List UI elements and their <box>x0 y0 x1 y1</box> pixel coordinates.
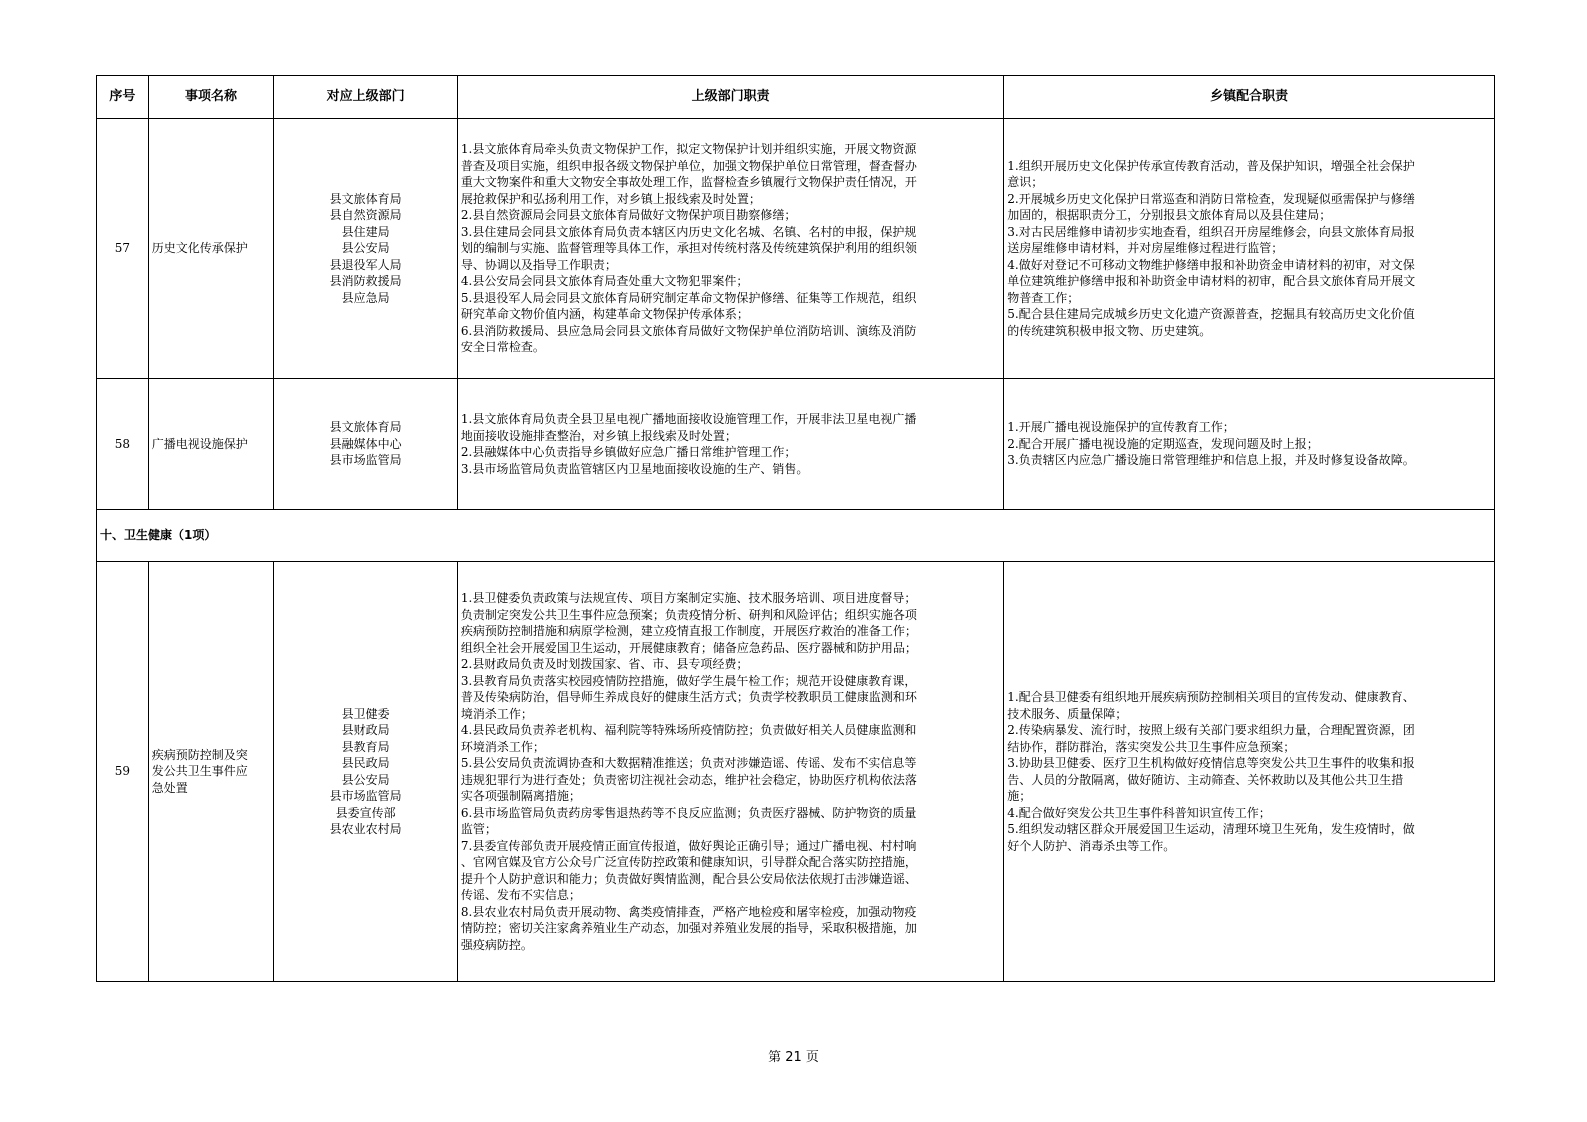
text-line: 4.县民政局负责养老机构、福利院等特殊场所疫情防控；负责做好相关人员健康监测和 <box>460 723 917 737</box>
text-line: 导、协调以及指导工作职责； <box>460 257 617 272</box>
text-line: 重大文物案件和重大文物安全事故处理工作，监督检查乡镇履行文物保护责任情况，开 <box>460 175 917 190</box>
text-line: 负责制定突发公共卫生事件应急预案；负责疫情分析、研判和风险评估；组织实施各项 <box>460 607 917 622</box>
text-line: 县自然资源局 <box>329 208 402 223</box>
text-line: 3.县住建局会同县文旅体育局负责本辖区内历史文化名城、名镇、名村的申报，保护规 <box>460 224 917 239</box>
text-line: 县公安局 <box>341 241 390 256</box>
text-line: 情防控；密切关注家禽养殖业生产动态，加强对养殖业发展的指导，采取积极措施，加 <box>460 921 917 935</box>
text-line: 1.县卫健委负责政策与法规宣传、项目方案制定实施、技术服务培训、项目进度督导； <box>460 591 917 605</box>
text-line: 县消防救援局 <box>329 274 402 289</box>
text-line: 县应急局 <box>341 290 390 305</box>
text-line: 5.组织发动辖区群众开展爱国卫生运动，清理环境卫生死角，发生疫情时，做 <box>1007 822 1415 836</box>
text-line: 1.组织开展历史文化保护传承宣传教育活动，普及保护知识，增强全社会保护 <box>1007 158 1415 173</box>
text-line: 安全日常检查。 <box>460 340 545 355</box>
row-number: 59 <box>97 562 149 982</box>
text-line: 5.县退役军人局会同县文旅体育局研究制定革命文物保护修缮、征集等工作规范，组织 <box>460 290 917 305</box>
text-line: 1.配合县卫健委有组织地开展疾病预防控制相关项目的宣传发动、健康教育、 <box>1007 690 1415 704</box>
text-line: 历史文化传承保护 <box>151 241 248 256</box>
town-duty <box>1004 379 1495 510</box>
text-line: 8.县农业农村局负责开展动物、禽类疫情排查，严格产地检疫和屠宰检疫，加强动物疫 <box>460 904 917 919</box>
text-line: 4.县公安局会同县文旅体育局查处重大文物犯罪案件； <box>460 274 749 289</box>
text-line: 的传统建筑积极申报文物、历史建筑。 <box>1007 323 1212 338</box>
header-town-duty: 乡镇配合职责 <box>1004 76 1495 119</box>
text-line: 违规犯罪行为进行查处；负责密切注视社会动态，维护社会稳定，协助医疗机构依法落 <box>460 772 917 787</box>
text-line: 好个人防护、消毒杀虫等工作。 <box>1007 838 1176 853</box>
section-title: 十、卫生健康（1项） <box>97 510 1495 562</box>
text-line: 广播电视设施保护 <box>151 436 248 451</box>
text-line: 3.对古民居维修申请初步实地查看，组织召开房屋维修会，向县文旅体育局报 <box>1007 224 1415 239</box>
text-line: 5.配合县住建局完成城乡历史文化遗产资源普查，挖掘具有较高历史文化价值 <box>1007 307 1415 322</box>
text-line: 3.负责辖区内应急广播设施日常管理维护和信息上报，并及时修复设备故障。 <box>1007 453 1415 468</box>
text-line: 加固的，根据职责分工，分别报县文旅体育局以及县住建局； <box>1007 208 1332 223</box>
text-line: 县委宣传部 <box>335 805 396 820</box>
text-line: 组织全社会开展爱国卫生运动，开展健康教育；储备应急药品、医疗器械和防护用品； <box>460 640 917 655</box>
text-line: 3.协助县卫健委、医疗卫生机构做好疫情信息等突发公共卫生事件的收集和报 <box>1007 756 1415 770</box>
text-line: 单位建筑维护修缮申报和补助资金申请材料的初审，配合县文旅体育局开展文 <box>1007 274 1416 289</box>
text-line: 意识； <box>1007 175 1044 190</box>
text-line: 县退役军人局 <box>329 257 402 272</box>
row-number: 57 <box>97 119 149 379</box>
town-duty <box>1004 119 1495 379</box>
table-row <box>97 379 1495 510</box>
text-line: 1.县文旅体育局牵头负责文物保护工作，拟定文物保护计划并组织实施，开展文物资源 <box>460 142 917 157</box>
text-line: 县市场监管局 <box>329 453 402 468</box>
text-line: 研究革命文物价值内涵，构建革命文物保护传承体系； <box>460 307 749 322</box>
text-line: 2.县财政局负责及时划拨国家、省、市、县专项经费； <box>460 657 749 671</box>
text-line: 传谣、发布不实信息； <box>460 888 581 902</box>
text-line: 送房屋维修申请材料，并对房屋维修过程进行监管； <box>1007 241 1284 256</box>
item-name <box>148 379 274 510</box>
text-line: 县公安局 <box>341 772 390 787</box>
text-line: 境消杀工作； <box>460 706 533 721</box>
text-line: 2.配合开展广播电视设施的定期巡查，发现问题及时上报； <box>1007 436 1319 451</box>
text-line: 急处置 <box>151 780 188 795</box>
header-upper-duty: 上级部门职责 <box>457 76 1003 119</box>
text-line: 2.传染病暴发、流行时，按照上级有关部门要求组织力量，合理配置资源，团 <box>1007 723 1415 737</box>
text-line: 县财政局 <box>341 723 390 737</box>
text-line: 2.县自然资源局会同县文旅体育局做好文物保护项目勘察修缮； <box>460 208 797 223</box>
text-line: 普查及项目实施，组织申报各级文物保护单位，加强文物保护单位日常管理，督查督办 <box>460 158 917 173</box>
text-line: 1.县文旅体育局负责全县卫星电视广播地面接收设施管理工作，开展非法卫星电视广播 <box>460 412 917 426</box>
text-line: 施； <box>1007 789 1032 803</box>
table-row <box>97 119 1495 379</box>
header-name: 事项名称 <box>148 76 274 119</box>
text-line: 县民政局 <box>341 756 390 770</box>
text-line: 发公共卫生事件应 <box>151 764 248 779</box>
duty-table <box>96 75 1495 982</box>
text-line: 县文旅体育局 <box>329 420 402 435</box>
upper-duty <box>457 562 1003 982</box>
text-line: 、官网官媒及官方公众号广泛宣传防控政策和健康知识，引导群众配合落实防控措施， <box>460 855 917 869</box>
text-line: 4.配合做好突发公共卫生事件科普知识宣传工作； <box>1007 805 1271 820</box>
text-line: 县教育局 <box>341 739 390 754</box>
text-line: 7.县委宣传部负责开展疫情正面宣传报道，做好舆论正确引导；通过广播电视、村村响 <box>460 838 917 853</box>
text-line: 强疫病防控。 <box>460 937 533 952</box>
text-line: 2.县融媒体中心负责指导乡镇做好应急广播日常维护管理工作； <box>460 445 797 459</box>
text-line: 地面接收设施排查整治，对乡镇上报线索及时处置； <box>460 428 737 443</box>
text-line: 6.县消防救援局、县应急局会同县文旅体育局做好文物保护单位消防培训、演练及消防 <box>460 323 917 338</box>
text-line: 县市场监管局 <box>329 789 402 803</box>
text-line: 3.县市场监管局负责监管辖区内卫星地面接收设施的生产、销售。 <box>460 461 809 476</box>
upper-duty <box>457 119 1003 379</box>
text-line: 提升个人防护意识和能力；负责做好舆情监测，配合县公安局依法依规打击涉嫌造谣、 <box>460 871 917 886</box>
text-line: 疾病预防控制措施和病原学检测，建立疫情直报工作制度，开展医疗救治的准备工作； <box>460 624 917 638</box>
dept-list <box>274 379 457 510</box>
row-number: 58 <box>97 379 149 510</box>
item-name <box>148 562 274 982</box>
item-name <box>148 119 274 379</box>
text-line: 展抢救保护和弘扬利用工作，对乡镇上报线索及时处置； <box>460 191 761 206</box>
text-line: 划的编制与实施、监督管理等具体工作，承担对传统村落及传统建筑保护利用的组织领 <box>460 241 917 256</box>
text-line: 县住建局 <box>341 224 390 239</box>
text-line: 疾病预防控制及突 <box>151 747 248 762</box>
text-line: 县农业农村局 <box>329 822 402 836</box>
table-row <box>97 562 1495 982</box>
text-line: 3.县教育局负责落实校园疫情防控措施，做好学生晨午检工作；规范开设健康教育课， <box>460 673 917 688</box>
text-line: 监管； <box>460 822 497 836</box>
text-line: 6.县市场监管局负责药房零售退热药等不良反应监测；负责医疗器械、防护物资的质量 <box>460 805 917 820</box>
text-line: 物普查工作； <box>1007 290 1080 305</box>
text-line: 2.开展城乡历史文化保护日常巡查和消防日常检查，发现疑似亟需保护与修缮 <box>1007 191 1415 206</box>
text-line: 普及传染病防治，倡导师生养成良好的健康生活方式；负责学校教职员工健康监测和环 <box>460 690 917 704</box>
text-line: 告、人员的分散隔离，做好随访、主动筛查、关怀救助以及其他公共卫生措 <box>1007 772 1404 787</box>
upper-duty <box>457 379 1003 510</box>
dept-list <box>274 119 457 379</box>
text-line: 实各项强制隔离措施； <box>460 789 581 803</box>
section-row <box>97 510 1495 562</box>
header-dept: 对应上级部门 <box>274 76 457 119</box>
text-line: 技术服务、质量保障； <box>1007 706 1128 721</box>
text-line: 5.县公安局负责流调协查和大数据精准推送；负责对涉嫌造谣、传谣、发布不实信息等 <box>460 756 917 770</box>
text-line: 结协作，群防群治，落实突发公共卫生事件应急预案； <box>1007 739 1296 754</box>
text-line: 县文旅体育局 <box>329 191 402 206</box>
header-no: 序号 <box>97 76 149 119</box>
text-line: 县卫健委 <box>341 706 390 721</box>
town-duty <box>1004 562 1495 982</box>
page-number: 第 21 页 <box>768 1050 819 1065</box>
text-line: 1.开展广播电视设施保护的宣传教育工作； <box>1007 420 1235 435</box>
header-row <box>97 76 1495 119</box>
text-line: 环境消杀工作； <box>460 739 545 754</box>
text-line: 4.做好对登记不可移动文物维护修缮申报和补助资金申请材料的初审，对文保 <box>1007 257 1415 272</box>
text-line: 县融媒体中心 <box>329 436 402 451</box>
dept-list <box>274 562 457 982</box>
